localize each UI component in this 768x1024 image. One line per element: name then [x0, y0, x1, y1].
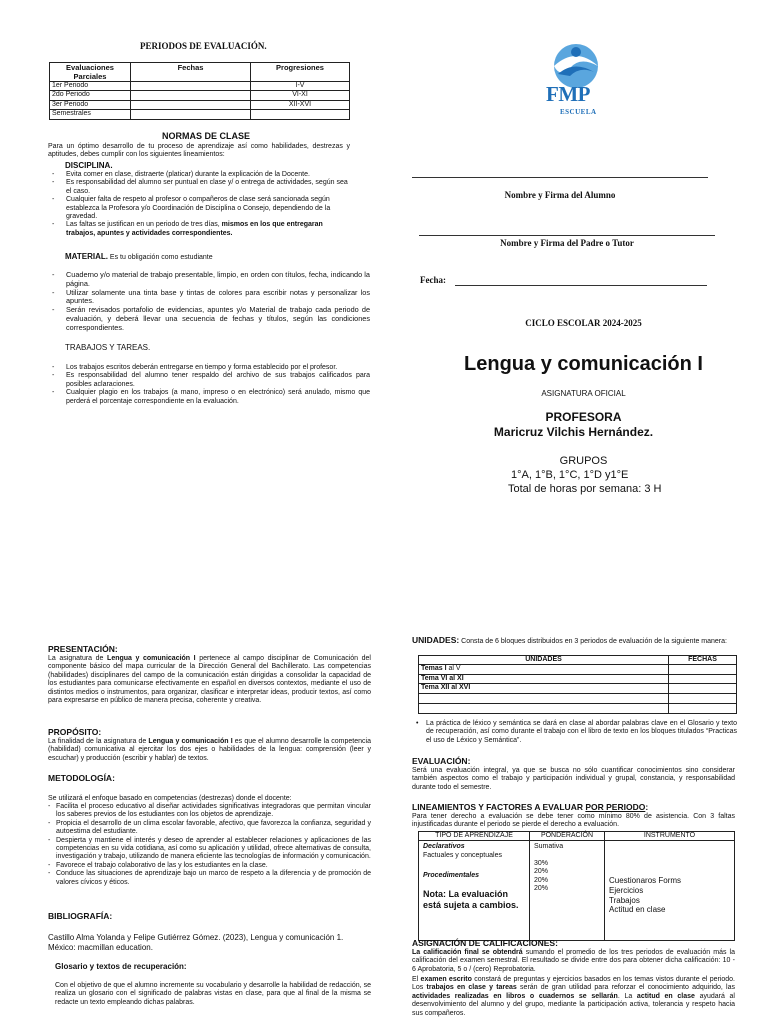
column-header: PONDERACIÓN [530, 832, 605, 841]
column-header: Progresiones [251, 63, 350, 82]
instrumento-value: Actitud en clase [609, 905, 666, 915]
nota-evaluacion: Nota: La evaluación está sujeta a cambios. [423, 888, 519, 911]
trabajos-title: TRABAJOS Y TAREAS. [65, 343, 151, 352]
ponderacion-value: 30% [534, 859, 549, 867]
presentacion-text: La asignatura de Lengua y comunicación I pertenece al campo disciplinar de Comunicación del componente básico del mapa curricular de la Dirección General del Bachillerato. Las competencias (habilidades) disciplinares del campo de la comunicación están dirigidas a consolidar la capacidad de los estudiantes para comunicarse efectivamente en español en diversos contextos, mediante el uso de distintos medios o instrumentos, para organizar, clasificar e interpretar ideas, producir textos, así como para expresarse en público de manera precisa, coherente y creativa. [48, 655, 371, 704]
normas-title: NORMAS DE CLASE [162, 131, 251, 141]
table-row [419, 703, 737, 713]
table-cell: 2do Periodo [50, 91, 131, 100]
list-item: - Es responsabilidad del alumno tener respaldo del archivo de sus trabajos calificados para posibles aclaraciones. [48, 372, 370, 389]
table-cell: 3er Periodo [50, 100, 131, 109]
proposito-text: La finalidad de la asignatura de Lengua y comunicación I es que el alumno desarrolle la competencia (habilidad) comunicativa al ejercitar los dos ejes o habilidades de la lengua: comprensión (leer y escuchar) y producción (escribir y hablar) de textos. [48, 738, 371, 762]
declarativos-label: Declarativos [423, 843, 465, 851]
lineamientos-table [418, 831, 735, 941]
presentacion-title: PRESENTACIÓN: [48, 644, 118, 654]
grupos-list: 1°A, 1°B, 1°C, 1°D y1°E [511, 469, 629, 481]
table-cell [131, 100, 251, 109]
metodologia-list [44, 803, 371, 887]
table-cell: Tema VI al XI [419, 674, 669, 683]
signature-line [419, 235, 715, 236]
table-header-row [419, 656, 737, 665]
profesora-name: Maricruz Vilchis Hernández. [493, 425, 654, 439]
list-item: - Utilizar solamente una tinta base y tintas de colores para escribir notas y personalizar los apuntes. [48, 289, 370, 307]
asignacion-title: ASIGNACIÓN DE CALIFICACIONES: [412, 938, 558, 948]
table-row [419, 693, 737, 703]
grupos-label: GRUPOS [559, 455, 608, 467]
lineamientos-text: Para tener derecho a evaluación se debe tener como mínimo 80% de asistencia. Con 3 faltas injustificadas durante el periodo se pierde el derecho a evaluación. [412, 813, 735, 829]
material-list [48, 271, 370, 332]
list-item: - Despierta y mantiene el interés y deseo de aprender al establecer relaciones y aplicaciones de las competencias en su vida cotidiana, así como su aplicación y utilidad, ofrece alternativas de consulta, investigación y trabajo, utilizando de manera eficiente las tecnologías de información y comunicación. [44, 837, 371, 862]
firma-alumno: Nombre y Firma del Alumno [504, 190, 616, 200]
instrumento-value: Ejercicios [609, 885, 644, 895]
column-header: FECHAS [669, 656, 737, 665]
glosario-text: Con el objetivo de que el alumno incremente su vocabulario y desarrolle la habilidad de redacción, se realiza un glosario con el significado de palabras vistas en clase, para que al final de la misma se redacte un texto empleando dichas palabras. [55, 982, 371, 1006]
factuales-label: Factuales y conceptuales [423, 851, 502, 859]
list-item: - Favorece el trabajo colaborativo de las y los estudiantes en la clase. [44, 862, 371, 870]
table-cell: I-V [251, 82, 350, 91]
table-row [419, 841, 735, 941]
table-cell [419, 693, 669, 703]
unidades-table [418, 655, 737, 714]
logo-sub: ESCUELA [560, 108, 597, 116]
list-item: - Los trabajos escritos deberán entregarse en tiempo y forma establecido por el profesor. [48, 364, 370, 372]
evaluacion-text: Será una evaluación integral, ya que se busca no sólo cuantificar conocimientos sino considerar también aspectos como el trabajo y participación individual y grupal, constancia, y responsabilidad durante todo el semestre. [412, 767, 735, 791]
table-cell: VI-XI [251, 91, 350, 100]
trabajos-list [48, 364, 370, 406]
proposito-title: PROPÓSITO: [48, 727, 102, 737]
table-row [419, 665, 737, 674]
unidades-intro: UNIDADES: Consta de 6 bloques distribuidos en 3 periodos de evaluación de la siguiente manera: [412, 635, 727, 645]
column-header: Fechas [131, 63, 251, 82]
table-cell [251, 110, 350, 119]
list-item: - Evita comer en clase, distraerte (platicar) durante la explicación de la Docente. [48, 171, 350, 179]
bibliografia-ref: Castillo Alma Yolanda y Felipe Gutiérrez Gómez. (2023), Lengua y comunicación 1. México: macmillan education. [48, 933, 344, 952]
table-cell [669, 693, 737, 703]
ponderacion-value: 20% [534, 868, 549, 876]
glosario-title: Glosario y textos de recuperación: [55, 962, 187, 971]
column-header: Evaluaciones Parciales [50, 63, 131, 82]
instrumento-value: Cuestionaros Forms [609, 876, 682, 886]
ponderacion-value: 20% [534, 876, 549, 884]
table-cell: Semestrales [50, 110, 131, 119]
list-item: - Facilita el proceso educativo al diseñar actividades significativas integradoras que permitan vincular los saberes previos de los estudiantes con los objetos de aprendizaje. [44, 803, 371, 820]
material-heading: MATERIAL. Es tu obligación como estudiante [65, 252, 213, 261]
table-cell [419, 703, 669, 713]
list-item: - Cualquier plagio en los trabajos (a mano, impreso o en electrónico) será anulado, mismo que perderá el porcentaje correspondiente en la evaluación. [48, 389, 370, 406]
list-item: - Conduce las situaciones de aprendizaje bajo un marco de respeto a la diferencia y de promoción de valores cívicos y éticos. [44, 870, 371, 887]
table-cell [131, 110, 251, 119]
firma-padre: Nombre y Firma del Padre o Tutor [500, 238, 634, 248]
asignatura-oficial: ASIGNATURA OFICIAL [541, 389, 626, 398]
table-row [50, 110, 350, 119]
normas-intro: Para un óptimo desarrollo de tu proceso de aprendizaje así como habilidades, destrezas y aptitudes, debes cumplir con los siguientes lineamientos: [48, 143, 350, 159]
table-header-row [419, 832, 735, 841]
bibliografia-title: BIBLIOGRAFÍA: [48, 911, 113, 921]
fecha-line [455, 285, 707, 286]
table-cell: 1er Periodo [50, 82, 131, 91]
table-header-row [50, 63, 350, 82]
list-item: - Serán revisados portafolio de evidencias, apuntes y/o Material de trabajo cada periodo de evaluación, y deberá llevar una secuencia de fechas y títulos, según las condiciones correspondientes. [48, 306, 370, 332]
horas-semana: Total de horas por semana: 3 H [508, 483, 662, 495]
asignacion-p1: La calificación final se obtendrá sumando el promedio de los tres periodos de evaluación más la calificación del examen semestral. El resultado se divide entre dos para obtener dicha calificación: 10 - 6 Aprobatoria, 5 o / (cero) Reprobatoria. [412, 949, 735, 973]
disciplina-title: DISCIPLINA. [65, 161, 113, 170]
logo-text: FMP [546, 82, 590, 106]
evaluacion-title: EVALUACIÓN: [412, 756, 471, 766]
list-item: - Cualquier falta de respeto al profesor o compañeros de clase será sancionada según establezca la Profesora y/o Coordinación de Disciplina o Consejo, dependiendo de la gravedad. [48, 196, 350, 221]
table-cell [131, 91, 251, 100]
table-row [50, 100, 350, 109]
fecha-label: Fecha: [420, 275, 446, 285]
table-cell: XII-XVI [251, 100, 350, 109]
instrumento-value: Trabajos [609, 895, 640, 905]
table-row [419, 684, 737, 693]
metodologia-intro: Se utilizará el enfoque basado en competencias (destrezas) donde el docente: [48, 795, 292, 802]
list-item: - Propicia el desarrollo de un clima escolar favorable, afectivo, que favorezca la confianza, seguridad y autoestima del estudiante. [44, 820, 371, 837]
table-cell [419, 841, 530, 941]
unidades-note [414, 720, 737, 745]
table-cell: Temas I al V [419, 665, 669, 674]
ciclo-escolar: CICLO ESCOLAR 2024-2025 [525, 318, 642, 328]
periodos-table [49, 62, 350, 120]
ponderacion-value: 20% [534, 884, 549, 892]
ponderacion-value: Sumativa [534, 843, 564, 851]
asignacion-p2: El examen escrito constará de preguntas y ejercicios basados en los temas vistos durante el periodo. Los trabajos en clase y tareas serán de gran utilidad para reforzar el conocimiento adquirido, las actividades realizadas en libros o cuadernos se sellarán. La actitud en clase ayudará al desenvolvimiento del alumno y del grupo, mediante la participación activa, tolerancia y respeto hacia sus compañeros. [412, 976, 736, 1017]
signature-line [412, 177, 708, 178]
table-cell [605, 841, 735, 941]
table-cell: Tema XII al XVI [419, 684, 669, 693]
school-logo [540, 40, 612, 122]
metodologia-title: METODOLOGÍA: [48, 773, 115, 783]
list-item: - Es responsabilidad del alumno ser puntual en clase y/ o entrega de actividades, según sea el caso. [48, 179, 350, 196]
table-cell [530, 841, 605, 941]
table-cell [131, 82, 251, 91]
list-item: - Cuaderno y/o material de trabajo presentable, limpio, en orden con títulos, fecha, indicando la página. [48, 271, 370, 289]
list-item: - Las faltas se justifican en un periodo de tres días, mismos en los que entregaran trabajos, apuntes y actividades correspondientes. [48, 221, 350, 238]
table-row [50, 82, 350, 91]
table-row [419, 674, 737, 683]
table-cell [669, 674, 737, 683]
column-header: TIPO DE APRENDIZAJE [419, 832, 530, 841]
list-item: • La práctica de léxico y semántica se dará en clase al abordar palabras clave en el Glosario y texto de recuperación, así como durante el trabajo con el libro de texto en los bloques titulados “Practicas el uso de Léxico y Semántica”. [414, 720, 737, 745]
procedimentales-label: Procedimentales [423, 872, 480, 880]
table-cell [669, 703, 737, 713]
column-header: INSTRUMENTO [605, 832, 735, 841]
profesora-label: PROFESORA [545, 410, 622, 424]
lineamientos-title: LINEAMIENTOS Y FACTORES A EVALUAR POR PERIODO: [412, 802, 649, 812]
periodos-title: PERIODOS DE EVALUACIÓN. [140, 41, 267, 51]
column-header: UNIDADES [419, 656, 669, 665]
table-row [50, 91, 350, 100]
table-cell [669, 665, 737, 674]
table-cell [669, 684, 737, 693]
disciplina-list [48, 171, 350, 238]
materia-title: Lengua y comunicación I [464, 353, 703, 375]
